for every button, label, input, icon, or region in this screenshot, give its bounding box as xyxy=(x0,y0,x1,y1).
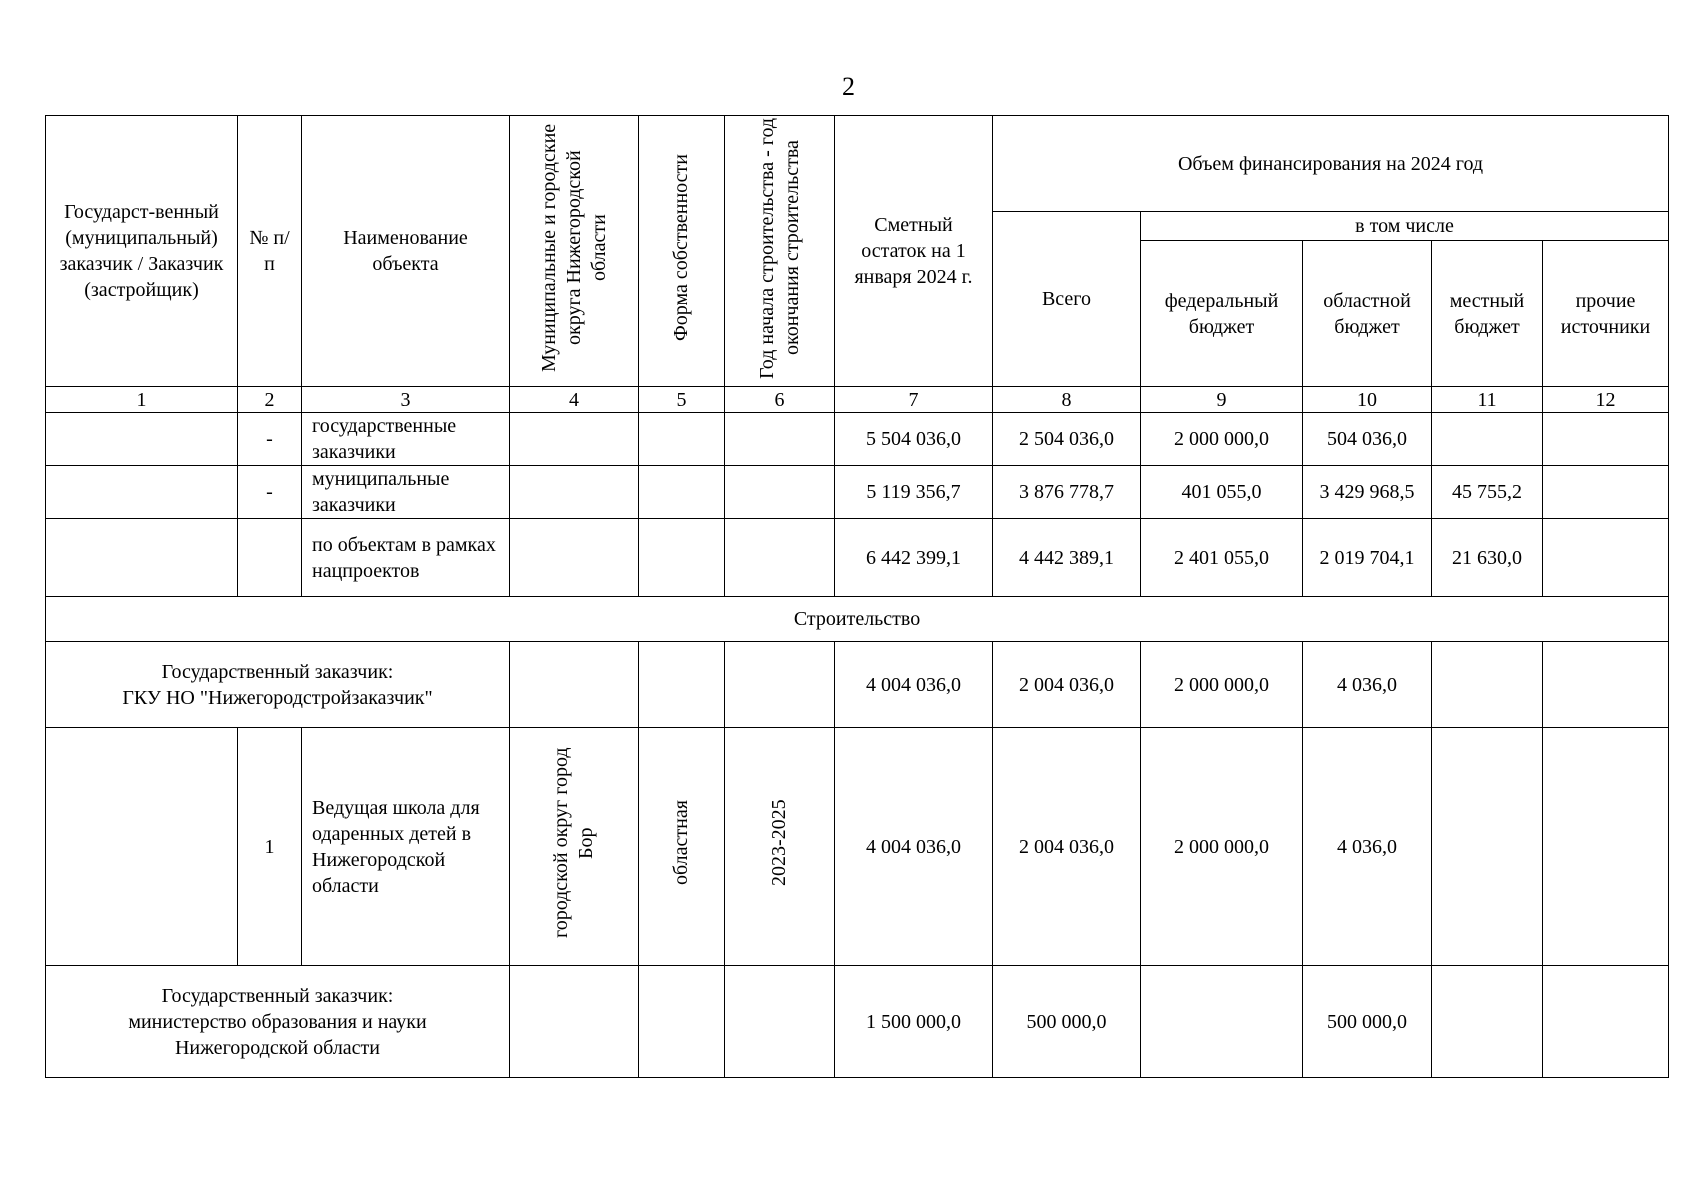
object-ownership: областная xyxy=(639,728,725,966)
balance-value: 5 504 036,0 xyxy=(835,413,993,466)
balance-value: 4 004 036,0 xyxy=(835,642,993,728)
local-value xyxy=(1432,642,1543,728)
header-balance: Сметный остаток на 1 января 2024 г. xyxy=(835,116,993,387)
header-other: прочие источники xyxy=(1543,241,1669,387)
balance-value: 4 004 036,0 xyxy=(835,728,993,966)
customer-label xyxy=(46,966,510,1078)
local-value xyxy=(1432,728,1543,966)
column-number: 10 xyxy=(1303,387,1432,413)
local-value: 21 630,0 xyxy=(1432,519,1543,597)
header-financing: Объем финансирования на 2024 год xyxy=(993,116,1669,212)
customer-label-line: ГКУ НО "Нижегородстройзаказчик" xyxy=(122,686,433,709)
customer-label-line: министерство образования и науки xyxy=(128,1010,427,1033)
cell-empty xyxy=(510,966,639,1078)
other-value xyxy=(1543,966,1669,1078)
other-value xyxy=(1543,413,1669,466)
cell-empty xyxy=(46,413,238,466)
cell-empty xyxy=(725,519,835,597)
section-title: Строительство xyxy=(46,597,1669,642)
column-number: 8 xyxy=(993,387,1141,413)
total-value: 2 504 036,0 xyxy=(993,413,1141,466)
summary-row-state xyxy=(46,413,1669,466)
total-value: 2 004 036,0 xyxy=(993,728,1141,966)
customer-label-line: Нижегородской области xyxy=(174,1036,381,1059)
column-number: 11 xyxy=(1432,387,1543,413)
balance-value: 5 119 356,7 xyxy=(835,466,993,519)
page-number: 2 xyxy=(842,72,855,101)
column-number: 9 xyxy=(1141,387,1303,413)
row-number xyxy=(238,519,302,597)
header-including: в том числе xyxy=(1141,212,1669,241)
cell-empty xyxy=(46,519,238,597)
balance-value: 1 500 000,0 xyxy=(835,966,993,1078)
customer-row-2 xyxy=(46,966,1669,1078)
row-name: по объектам в рамках нацпроектов xyxy=(302,519,510,597)
regional-value: 500 000,0 xyxy=(1303,966,1432,1078)
summary-row-municipal xyxy=(46,466,1669,519)
row-number: - xyxy=(238,413,302,466)
column-number: 1 xyxy=(46,387,238,413)
header-ownership: Форма собственности xyxy=(639,116,725,387)
column-number: 12 xyxy=(1543,387,1669,413)
header-years: Год начала строительства - год окончания строительства xyxy=(725,116,835,387)
summary-row-national-projects xyxy=(46,519,1669,597)
customer-row-1 xyxy=(46,642,1669,728)
other-value xyxy=(1543,466,1669,519)
local-value: 45 755,2 xyxy=(1432,466,1543,519)
cell-empty xyxy=(725,413,835,466)
column-number: 5 xyxy=(639,387,725,413)
customer-label xyxy=(46,642,510,728)
cell-empty xyxy=(510,466,639,519)
cell-empty xyxy=(725,466,835,519)
header-total: Всего xyxy=(993,212,1141,387)
cell-empty xyxy=(639,642,725,728)
row-number: - xyxy=(238,466,302,519)
regional-value: 4 036,0 xyxy=(1303,728,1432,966)
regional-value: 4 036,0 xyxy=(1303,642,1432,728)
customer-label-line: Государственный заказчик: xyxy=(161,660,394,683)
header-number: № п/п xyxy=(238,116,302,387)
federal-value: 2 401 055,0 xyxy=(1141,519,1303,597)
customer-label-line: Государственный заказчик: xyxy=(161,984,394,1007)
federal-value: 2 000 000,0 xyxy=(1141,413,1303,466)
financing-table xyxy=(45,115,1669,1078)
section-row xyxy=(46,597,1669,642)
cell-empty xyxy=(510,642,639,728)
column-number: 3 xyxy=(302,387,510,413)
federal-value: 2 000 000,0 xyxy=(1141,728,1303,966)
object-municipality: городской округ город Бор xyxy=(510,728,639,966)
regional-value: 504 036,0 xyxy=(1303,413,1432,466)
header-object-name: Наименование объекта xyxy=(302,116,510,387)
cell-empty xyxy=(46,466,238,519)
object-row-1 xyxy=(46,728,1669,966)
column-number: 6 xyxy=(725,387,835,413)
header-row-1 xyxy=(46,116,1669,212)
cell-empty xyxy=(639,966,725,1078)
total-value: 2 004 036,0 xyxy=(993,642,1141,728)
column-number: 4 xyxy=(510,387,639,413)
cell-empty xyxy=(639,413,725,466)
column-number: 7 xyxy=(835,387,993,413)
cell-empty xyxy=(639,519,725,597)
row-name: государственные заказчики xyxy=(302,413,510,466)
column-number: 2 xyxy=(238,387,302,413)
federal-value: 2 000 000,0 xyxy=(1141,642,1303,728)
cell-empty xyxy=(725,966,835,1078)
local-value xyxy=(1432,413,1543,466)
object-name: Ведущая школа для одаренных детей в Нижегородской области xyxy=(302,728,510,966)
cell-empty xyxy=(510,413,639,466)
cell-empty xyxy=(725,642,835,728)
header-regional: областной бюджет xyxy=(1303,241,1432,387)
total-value: 3 876 778,7 xyxy=(993,466,1141,519)
row-number: 1 xyxy=(238,728,302,966)
other-value xyxy=(1543,642,1669,728)
other-value xyxy=(1543,728,1669,966)
regional-value: 3 429 968,5 xyxy=(1303,466,1432,519)
row-name: муниципальные заказчики xyxy=(302,466,510,519)
cell-empty xyxy=(46,728,238,966)
local-value xyxy=(1432,966,1543,1078)
federal-value xyxy=(1141,966,1303,1078)
federal-value: 401 055,0 xyxy=(1141,466,1303,519)
total-value: 4 442 389,1 xyxy=(993,519,1141,597)
balance-value: 6 442 399,1 xyxy=(835,519,993,597)
header-municipality: Муниципальные и городские округа Нижегородской области xyxy=(510,116,639,387)
object-years: 2023-2025 xyxy=(725,728,835,966)
regional-value: 2 019 704,1 xyxy=(1303,519,1432,597)
header-federal: федеральный бюджет xyxy=(1141,241,1303,387)
header-local: местный бюджет xyxy=(1432,241,1543,387)
cell-empty xyxy=(639,466,725,519)
cell-empty xyxy=(510,519,639,597)
column-numbers-row xyxy=(46,387,1669,413)
total-value: 500 000,0 xyxy=(993,966,1141,1078)
other-value xyxy=(1543,519,1669,597)
header-customer: Государст-венный (муниципальный) заказчик / Заказчик (застройщик) xyxy=(46,116,238,387)
